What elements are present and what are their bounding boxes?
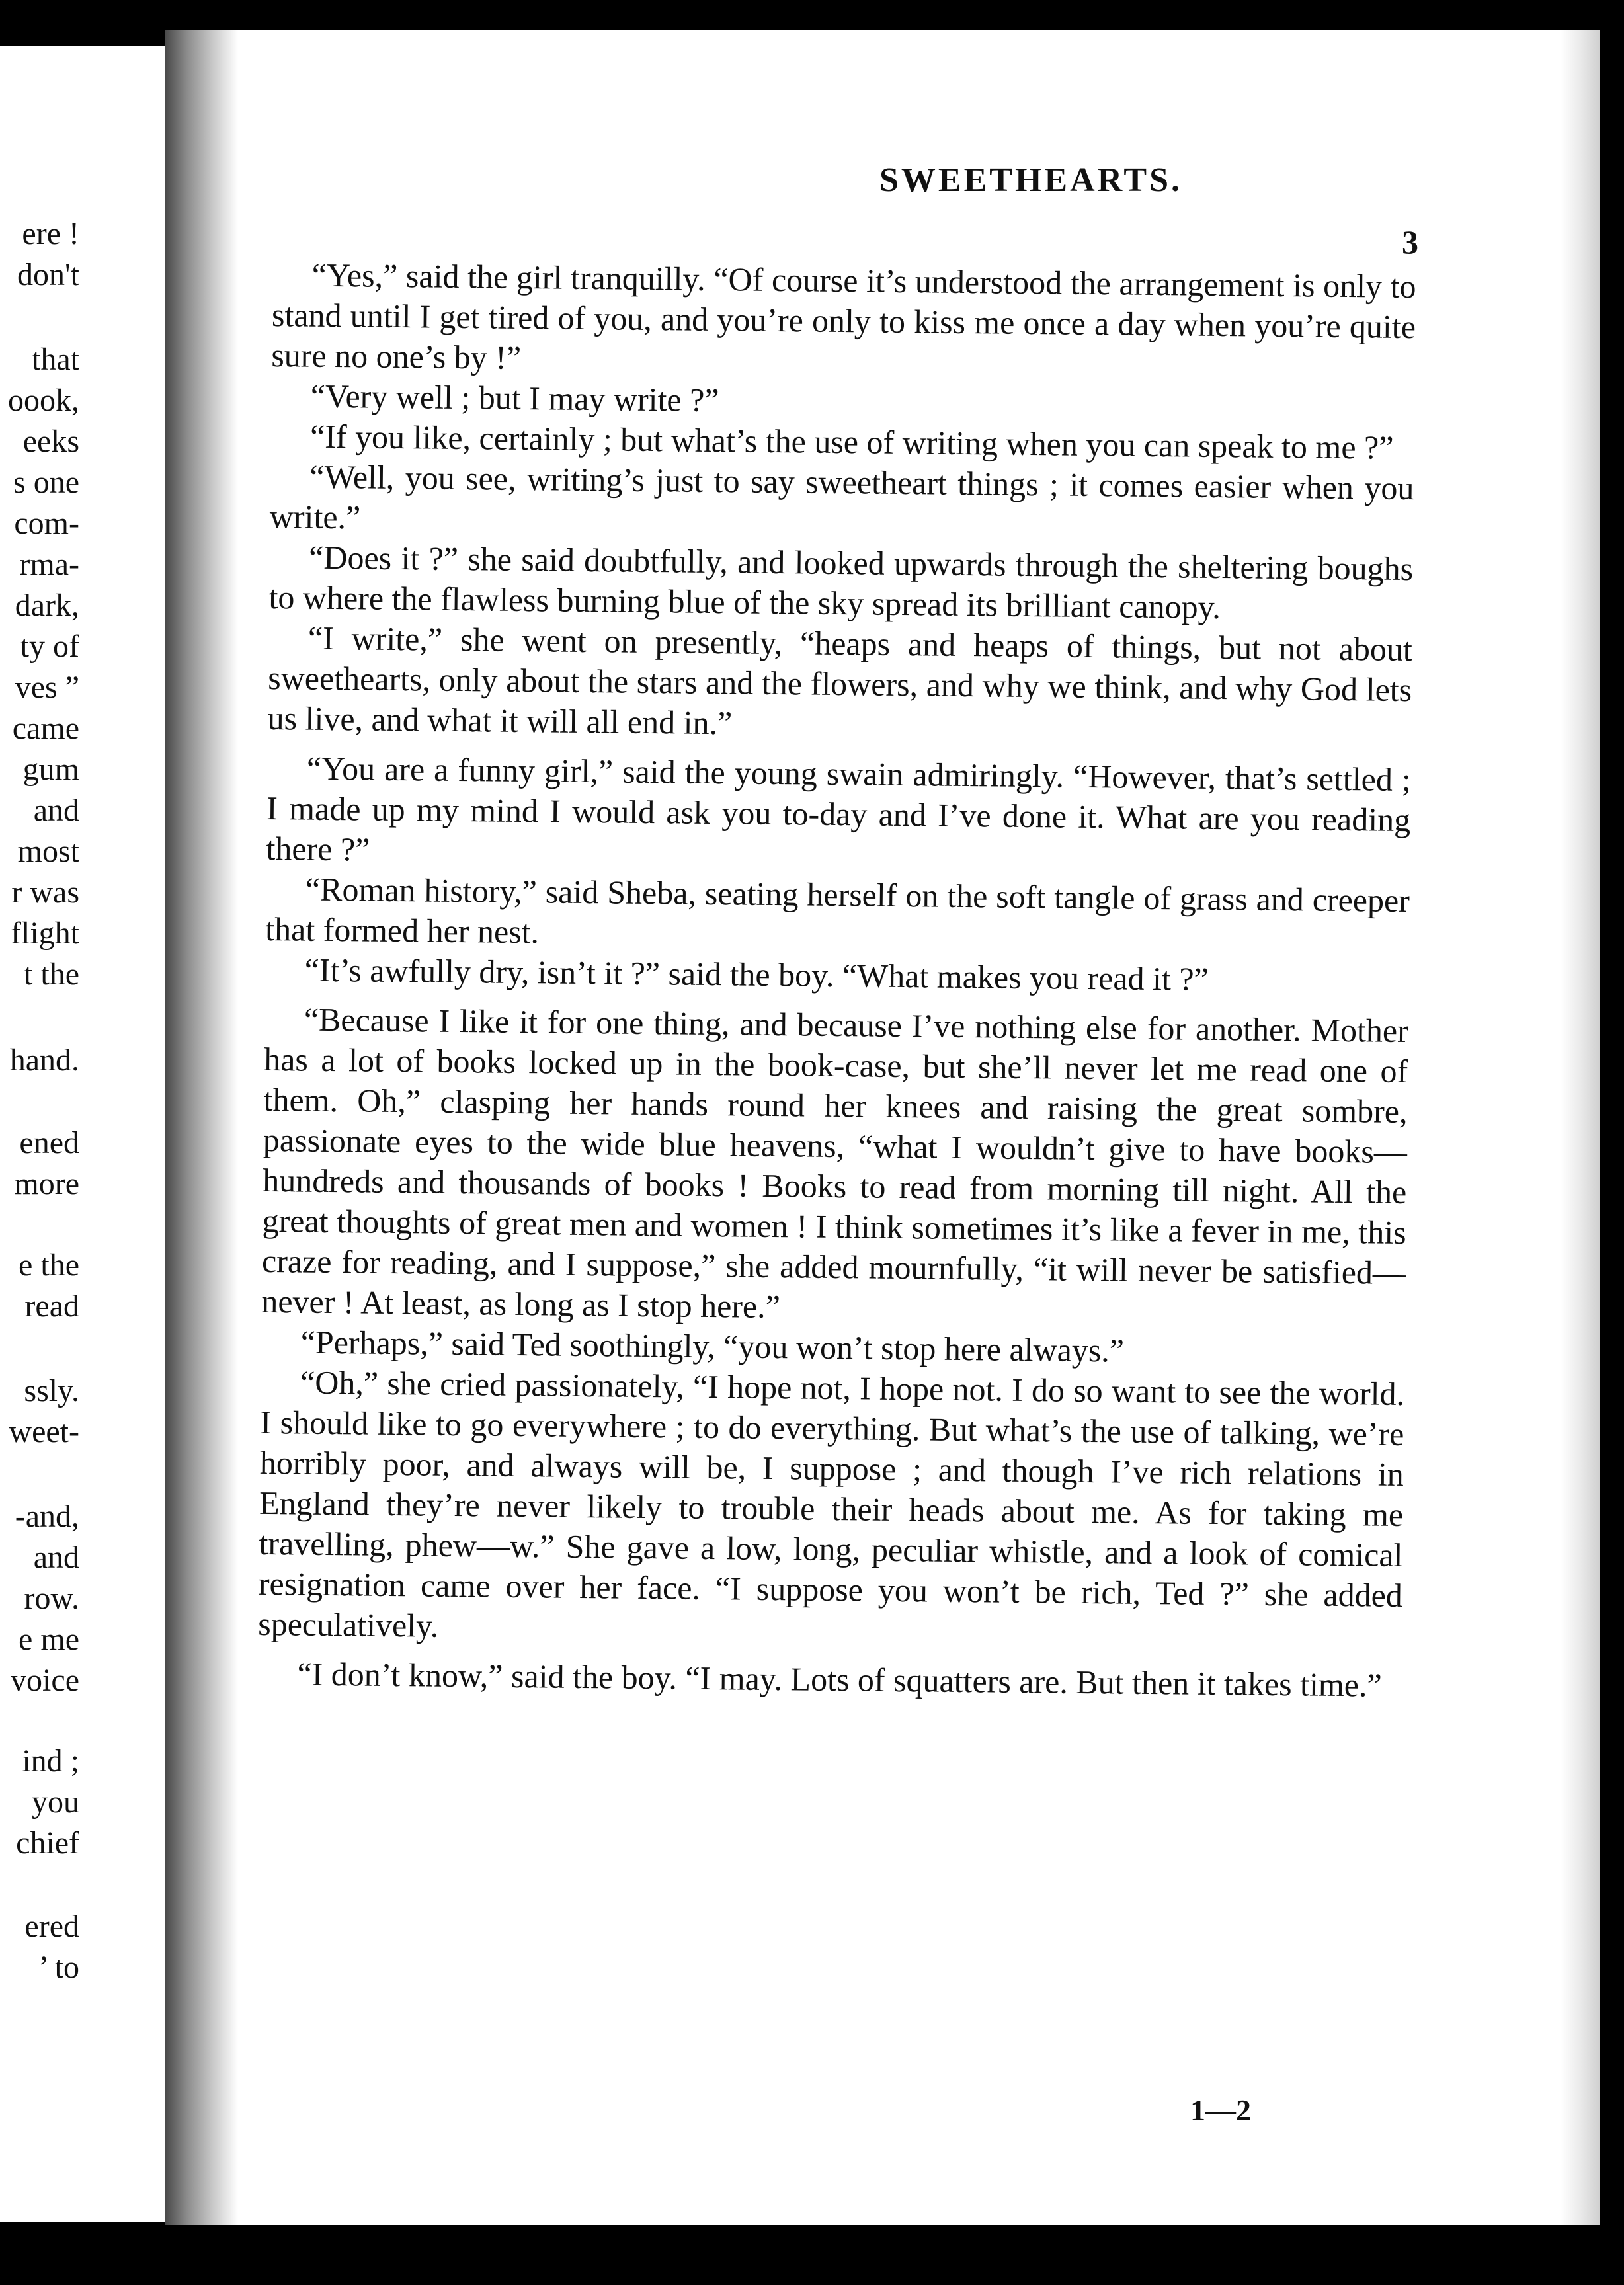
running-head: SWEETHEARTS. <box>879 161 1182 199</box>
page-number: 3 <box>1402 223 1418 261</box>
paragraph: “I don’t know,” said the boy. “I may. Lots of squatters are. But then it takes time.” <box>297 1655 1383 1704</box>
facing-page-fragment: oook, <box>8 383 79 418</box>
facing-page-fragment: flight <box>11 916 79 951</box>
facing-page-fragment: that <box>32 342 79 377</box>
facing-page-fragment: ered <box>24 1909 79 1944</box>
facing-page-fragment: came <box>12 711 79 746</box>
facing-page-fragment: s one <box>13 465 79 500</box>
facing-page-fragment: ssly. <box>24 1373 79 1408</box>
facing-page-fragment: dark, <box>15 588 79 623</box>
paragraph: “You are a funny girl,” said the young swain admiringly. “However, that’s settled ; I made up my mind I would ask you to-day and I’ve done it. What are you reading there ?” <box>266 749 1412 868</box>
facing-page-fragment: r was <box>11 875 79 910</box>
paragraph: “Because I like it for one thing, and because I’ve nothing else for another. Mother has a lot of books locked up in the book-case, but she’ll never let me read one of them. Oh,” clasping her hands round her knees and raising the great sombre, passionate eyes to the wide blue heavens, “what I wouldn’t give to have books—hundreds and thousands of books ! Books to read from morning till night. All the great thoughts of great men and women ! I think sometimes it’s like a fever in me, this craze for reading, and I suppose,” she added mournfully, “it will never be satisfied—never ! At least, as long as I stop here.” <box>261 1000 1409 1326</box>
facing-page-fragment: e me <box>19 1622 79 1657</box>
paragraph: “Does it ?” she said doubtfully, and looked upwards through the sheltering boughs to where the flawless burning blue of the sky spread its brilliant canopy. <box>268 538 1414 626</box>
facing-page-fragment: -and, <box>15 1499 79 1534</box>
paragraph: “Well, you see, writing’s just to say sweetheart things ; it comes easier when you write.” <box>269 458 1414 536</box>
facing-page-fragment: ened <box>19 1125 79 1160</box>
paragraph: “If you like, certainly ; but what’s the use of writing when you can speak to me ?” <box>309 417 1394 466</box>
facing-page-fragment: and <box>33 793 79 828</box>
signature-mark: 1—2 <box>1190 2093 1251 2127</box>
facing-page-fragment: read <box>24 1289 79 1324</box>
facing-page-fragment: t the <box>24 957 79 992</box>
facing-page-fragment: most <box>17 834 79 869</box>
facing-page-fragment: ind ; <box>22 1744 79 1779</box>
facing-page-fragment: row. <box>24 1581 79 1616</box>
paragraph: “I write,” she went on presently, “heaps and heaps of things, but not about sweethearts, only about the stars and the flowers, and why we think, and why God lets us live, and what it will all end in.” <box>267 619 1413 742</box>
paragraph: “Very well ; but I may write ?” <box>310 377 719 419</box>
facing-page-fragment: voice <box>11 1663 79 1698</box>
facing-page-fragment: ty of <box>20 629 79 664</box>
facing-page-fragment: e the <box>19 1248 79 1283</box>
paragraph: “Oh,” she cried passionately, “I hope not, I hope not. I do so want to see the world. I should like to go everywhere ; to do everything. But what’s the use of talking, we’re horribly poor, and always will be, I suppose ; and though I’ve rich relations in England they’re never likely to trouble their heads about me. As for taking me travelling, phew—w.” She gave a low, long, peculiar whistle, and a look of comical resignation came over her face. “I suppose you won’t be rich, Ted ?” she added speculatively. <box>258 1363 1405 1644</box>
facing-page-fragment: more <box>14 1166 79 1201</box>
facing-page-fragment: hand. <box>9 1043 79 1078</box>
facing-page-fragment: don't <box>17 257 79 292</box>
facing-page-fragment: ’ to <box>38 1950 79 1985</box>
facing-page-fragment: weet- <box>9 1414 79 1449</box>
facing-page-fragment: eeks <box>22 424 79 459</box>
page-edge <box>1561 30 1600 2225</box>
facing-page-fragment: chief <box>16 1825 79 1861</box>
facing-page-fragment: you <box>32 1784 79 1820</box>
body-text <box>257 255 1416 1706</box>
book-page <box>165 30 1600 2225</box>
facing-page-fragment: com- <box>14 506 79 541</box>
paragraph: “Yes,” said the girl tranquilly. “Of course it’s understood the arrangement is only to stand until I get tired of you, and you’re only to kiss me once a day when you’re quite sure no one’s by !” <box>271 256 1416 376</box>
facing-page-fragment: gum <box>22 752 79 787</box>
facing-page-fragment: rma- <box>19 547 79 582</box>
facing-page-fragment: ves ” <box>15 670 79 705</box>
paragraph: “It’s awfully dry, isn’t it ?” said the boy. “What makes you read it ?” <box>304 951 1209 998</box>
paragraph: “Perhaps,” said Ted soothingly, “you won’t stop here always.” <box>300 1323 1125 1369</box>
paragraph: “Roman history,” said Sheba, seating herself on the soft tangle of grass and creeper that formed her nest. <box>265 870 1410 951</box>
page-binding-shadow <box>165 30 238 2225</box>
facing-page-fragment: ere ! <box>22 216 79 251</box>
facing-page-fragment: and <box>33 1540 79 1575</box>
